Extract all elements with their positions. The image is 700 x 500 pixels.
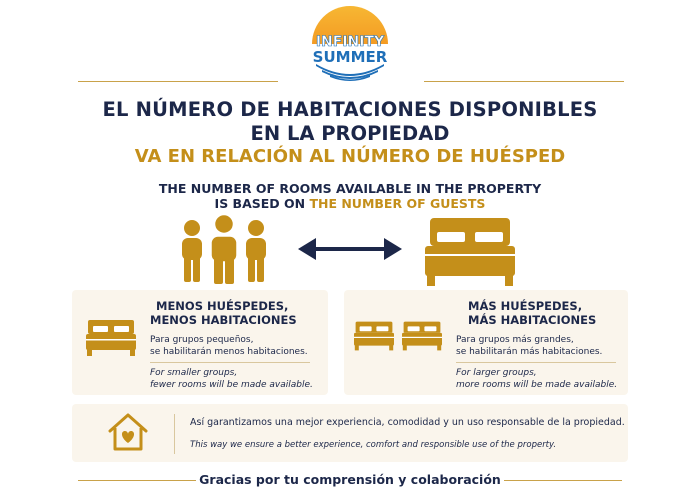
guarantee-en: This way we ensure a better experience, comfort and responsible use of the property.: [190, 440, 557, 450]
more-guests-card: [344, 290, 628, 395]
divider-left: [78, 81, 278, 82]
fewer-es-line-1: Para grupos pequeños,: [150, 335, 254, 345]
logo-line1: INFINITY: [315, 34, 385, 50]
logo-line2: SUMMER: [312, 48, 388, 66]
more-en-line-2: more rooms will be made available.: [456, 380, 618, 390]
fewer-divider: [150, 362, 310, 363]
single-bed-icon-2: [402, 320, 442, 356]
fewer-guests-card: [72, 290, 328, 395]
double-bed-icon: [425, 218, 515, 290]
more-heading-1: MÁS HUÉSPEDES,: [468, 299, 583, 313]
thanks-message: Gracias por tu comprensión y colaboración: [199, 472, 501, 487]
guarantee-panel: [72, 404, 628, 462]
fewer-heading-1: MENOS HUÉSPEDES,: [156, 299, 289, 313]
divider-right: [424, 81, 624, 82]
more-divider: [456, 362, 616, 363]
group-of-people-icon: [178, 214, 270, 288]
subtitle-line-1: THE NUMBER OF ROOMS AVAILABLE IN THE PROPERTY: [158, 181, 542, 196]
guarantee-divider: [174, 414, 175, 454]
more-heading-2: MÁS HABITACIONES: [468, 313, 597, 327]
title-line-2: EN LA PROPIEDAD: [250, 122, 450, 145]
fewer-heading-2: MENOS HABITACIONES: [150, 313, 297, 327]
fewer-es-line-2: se habilitarán menos habitaciones.: [150, 347, 308, 357]
double-arrow-icon: [298, 236, 402, 266]
single-bed-icon: [86, 320, 136, 360]
title-line-1: EL NÚMERO DE HABITACIONES DISPONIBLES: [102, 98, 598, 121]
more-es-line-2: se habilitarán más habitaciones.: [456, 347, 603, 357]
infinity-summer-logo: [296, 4, 404, 82]
more-en-line-1: For larger groups,: [456, 368, 537, 378]
subtitle-highlight: THE NUMBER OF GUESTS: [309, 196, 486, 211]
subtitle-prefix: IS BASED ON: [214, 196, 310, 211]
title-line-3: VA EN RELACIÓN AL NÚMERO DE HUÉSPED: [134, 146, 566, 167]
fewer-en-line-1: For smaller groups,: [150, 368, 238, 378]
single-bed-icon-1: [354, 320, 394, 356]
subtitle-line-2: [0, 196, 700, 211]
guarantee-es: Así garantizamos una mejor experiencia, comodidad y un uso responsable de la propiedad.: [190, 417, 625, 428]
fewer-en-line-2: fewer rooms will be made available.: [150, 380, 313, 390]
more-es-line-1: Para grupos más grandes,: [456, 335, 574, 345]
house-heart-icon: [107, 411, 149, 457]
